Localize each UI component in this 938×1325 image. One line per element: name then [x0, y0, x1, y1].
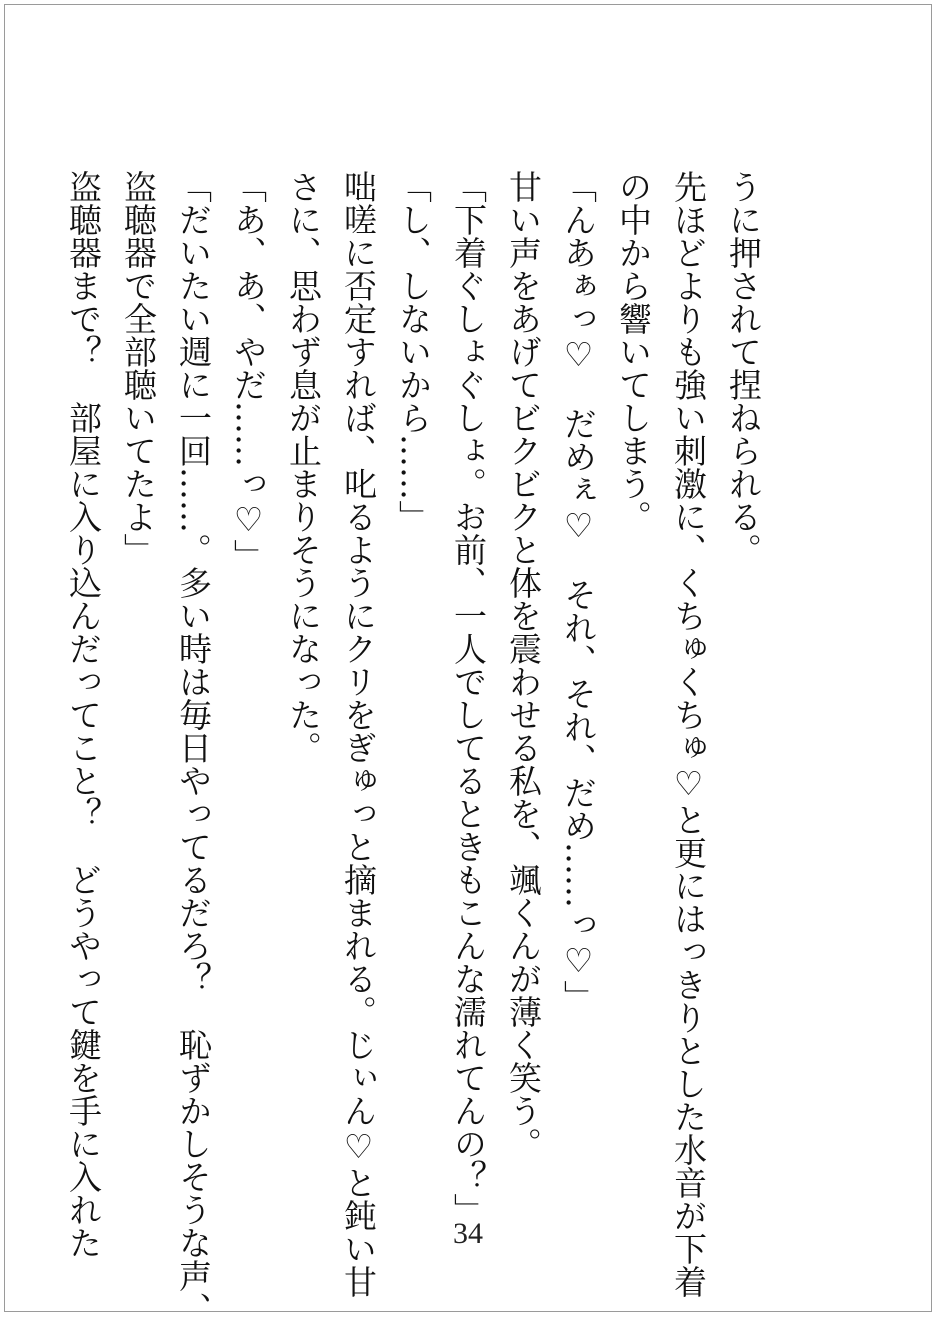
text-line: 先ほどよりも強い刺激に、くちゅくちゅ♡と更にはっきりとした水音が下着	[669, 170, 708, 1298]
text-line: 「し、しないから……」	[394, 170, 433, 533]
text-line: 「下着ぐしょぐしょ。お前、一人でしてるときもこんな濡れてんの？」	[449, 170, 488, 1226]
text-line: 咄嗟に否定すれば、叱るようにクリをぎゅっと摘まれる。じぃん♡と鈍い甘	[339, 170, 378, 1298]
text-line: 盗聴器で全部聴いてたよ」	[119, 170, 158, 566]
text-line: の中から響いてしまう。	[614, 170, 653, 533]
text-line: 「あ、あ、やだ……っ♡」	[229, 170, 268, 572]
text-line: 甘い声をあげてビクビクと体を震わせる私を、颯くんが薄く笑う。	[504, 170, 543, 1160]
text-line: 「だいたい週に一回……。多い時は毎日やってるだろ？ 恥ずかしそうな声、	[174, 170, 213, 1325]
text-line: さに、思わず息が止まりそうになった。	[284, 170, 323, 764]
page-number: 34	[453, 1217, 483, 1250]
text-line: 「んあぁっ♡ だめぇ♡ それ、それ、だめ……っ♡」	[559, 170, 598, 1013]
text-line: うに押されて捏ねられる。	[724, 170, 763, 566]
book-page	[4, 4, 932, 1325]
text-line: 盗聴器まで？ 部屋に入り込んだってこと？ どうやって鍵を手に入れた	[64, 170, 103, 1259]
